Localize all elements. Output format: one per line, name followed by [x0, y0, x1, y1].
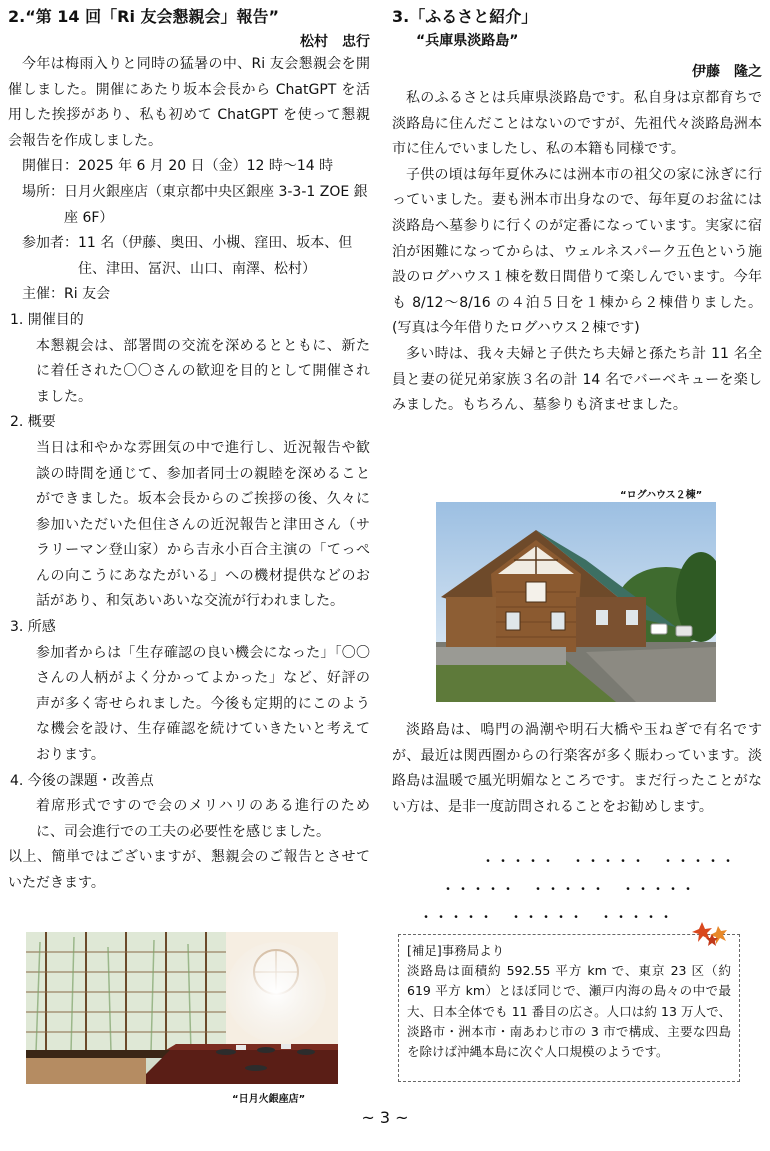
item-heading: 3. 所感: [10, 619, 56, 636]
dots-row-3: ・・・・・ ・・・・・ ・・・・・: [420, 910, 676, 924]
item-heading: 1. 開催目的: [10, 311, 84, 328]
info-date: 開催日： 2025 年 6 月 20 日（金）12 時～14 時: [22, 158, 334, 175]
item-impressions: [8, 615, 370, 769]
supplement-note-box: [398, 934, 740, 1082]
closing-paragraph: 以上、簡単ではございますが、懇親会のご報告とさせていただきます。: [8, 849, 370, 891]
item-heading: 2. 概要: [10, 414, 56, 431]
item-body: 参加者からは「生存確認の良い機会になった」「〇〇さんの人柄がよく分かってよかった」など、好評の声が多く寄せられました。今後も定期的にこのような機会を設け、生存確認を続けていきたいと考えております。: [36, 644, 370, 764]
info-participants: 参加者： 11 名（伊藤、奥田、小槻、窪田、坂本、但住、津田、冨沢、山口、南澤、松村）: [22, 235, 353, 277]
paragraph-2: 子供の頃は毎年夏休みには洲本市の祖父の家に泳ぎに行っていました。妻も洲本市出身なので、毎年夏のお盆には淡路島へ墓参りに行くのが定番になっています。実家に宿泊が困難になってからは、ウェルネスパーク五色という施設のログハウス１棟を数日間借りて楽しんでいます。今年も 8/12～8/16 の４泊５日を１棟から２棟借りました。(写真は今年借りたログハウス２棟です): [392, 166, 762, 337]
restaurant-photo-caption: “日月火銀座店”: [232, 1094, 306, 1105]
dots-row-1: ・・・・・ ・・・・・ ・・・・・: [482, 854, 738, 868]
item-body: 着席形式ですので会のメリハリのある進行のために、司会進行での工夫の必要性を感じました。: [36, 798, 370, 840]
event-info: [8, 154, 370, 308]
section-subtitle: “兵庫県淡路島”: [416, 33, 519, 49]
restaurant-photo: [26, 932, 338, 1084]
page-number: ~ 3 ~: [361, 1108, 409, 1127]
author-ito: 伊藤 隆之: [692, 64, 762, 80]
dots-row-2: ・・・・・ ・・・・・ ・・・・・: [442, 882, 698, 896]
intro-paragraph: 今年は梅雨入りと同時の猛暑の中、Ri 友会懇親会を開催しました。開催にあたり坂本会長から ChatGPT を活用した挨拶があり、私も初めて ChatGPT を使って懇親会報告を作成しました。: [8, 56, 370, 149]
supplement-note-body: 淡路島は面積約 592.55 平方 km で、東京 23 区（約 619 平方 km）とほぼ同じで、瀬戸内海の島々の中で最大、日本全体でも 11 番目の広さ。人口は約 13 万人で、淡路市・洲本市・南あわじ市の 3 市で構成、主要な四島を除けば沖縄本島に次ぐ人口規模のようです。: [407, 963, 731, 1060]
info-organizer: 主催： Ri 友会: [22, 286, 111, 303]
section-title-konshinkai: 2.“第 14 回「Ri 友会懇親会」報告”: [8, 7, 280, 26]
loghouse-photo-caption: “ログハウス２棟”: [620, 490, 703, 501]
paragraph-3: 多い時は、我々夫婦と子供たち夫婦と孫たち計 11 名全員と妻の従兄弟家族３名の計 14 名でバーベキューを楽しみました。もちろん、墓参りも済ませました。: [392, 345, 762, 414]
item-issues: [8, 769, 370, 846]
right-column: [392, 0, 762, 419]
supplement-note-title: [補足]事務局より: [407, 943, 505, 958]
paragraph-awaji: 淡路島は、鳴門の渦潮や明石大橋や玉ねぎで有名ですが、最近は関西圏からの行楽客が多く賑わっています。淡路島は温暖で風光明媚なところです。まだ行ったことがない方は、是非一度訪問されることをお勧めします。: [392, 722, 762, 815]
section-title-furusato: 3.「ふるさと紹介」: [392, 7, 538, 26]
item-body: 当日は和やかな雰囲気の中で進行し、近況報告や歓談の時間を通じて、参加者同士の親睦を深めることができました。坂本会長からのご挨拶の後、久々に参加いただいた但住さんの近況報告と津田さん（サラリーマン登山家）から吉永小百合主演の「てっぺんの向こうにあなたがいる」への機材提供などのお話があり、和気あいあいな交流が行われました。: [36, 439, 370, 610]
item-heading: 4. 今後の課題・改善点: [10, 772, 154, 789]
left-column: [8, 0, 370, 897]
paragraph-1: 私のふるさとは兵庫県淡路島です。私自身は京都育ちで淡路島に住んだことはないのですが、先祖代々淡路島洲本市に住んでいましたし、私の本籍も同様です。: [392, 90, 762, 158]
item-body: 本懇親会は、部署間の交流を深めるとともに、新たに着任された〇〇さんの歓迎を目的として開催されました。: [36, 337, 370, 405]
maple-leaf-icon: [692, 920, 732, 948]
item-overview: [8, 410, 370, 615]
item-purpose: [8, 308, 370, 410]
author-matsumura: 松村 忠行: [300, 34, 370, 50]
loghouse-photo: [436, 502, 716, 702]
info-place: 場所： 日月火銀座店（東京都中央区銀座 3-3-1 ZOE 銀座 6F）: [22, 183, 368, 226]
